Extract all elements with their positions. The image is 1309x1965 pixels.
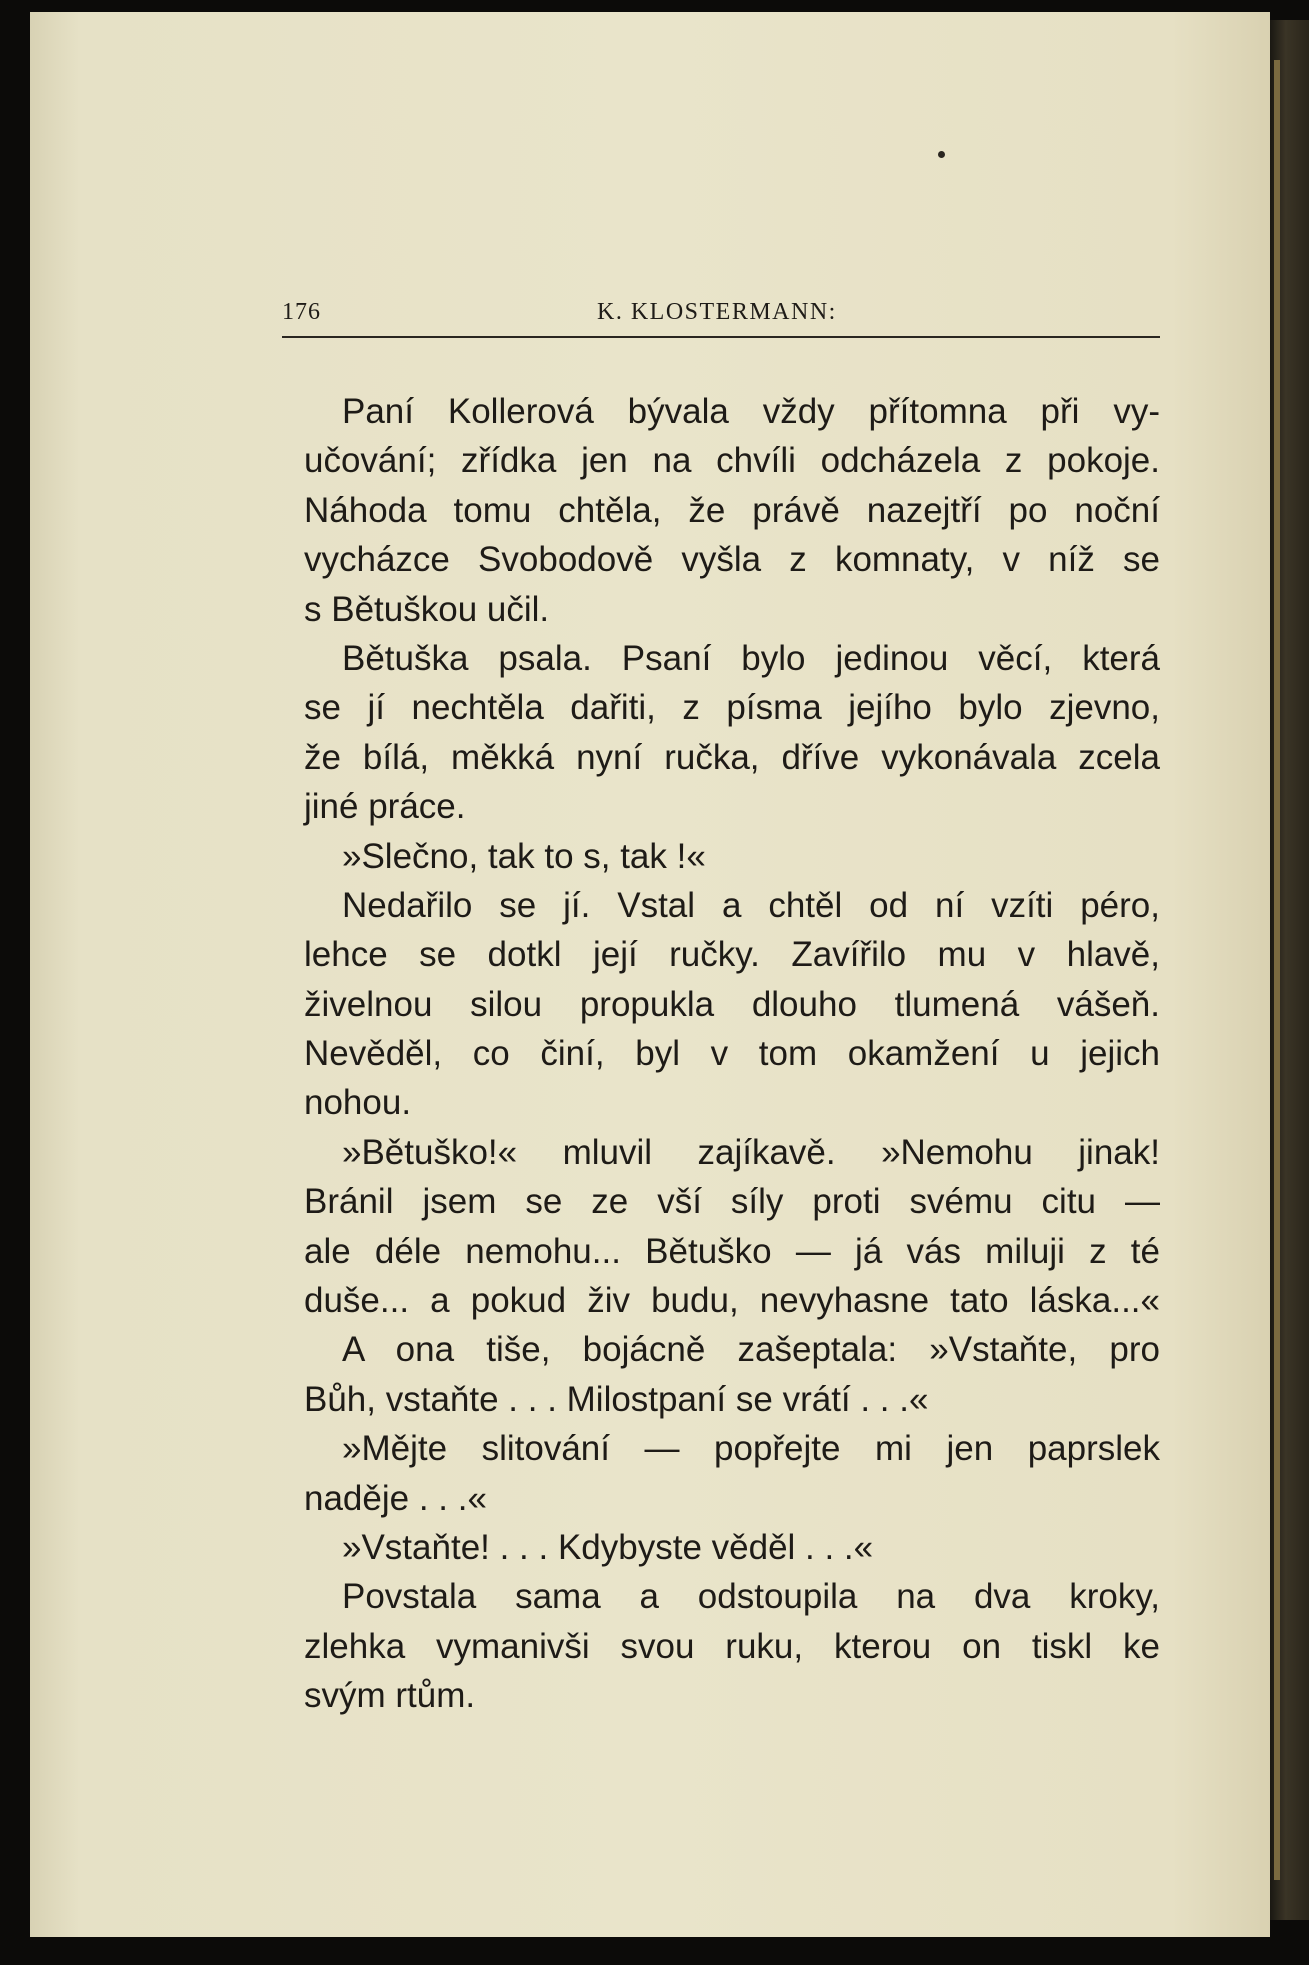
text-line: Povstala sama a odstoupila na dva kroky, [342,1577,1160,1617]
text-line: Náhoda tomu chtěla, že právě nazejtří po noční [304,490,1160,530]
text-line: naděje . . .« [304,1478,487,1518]
text-line: »Slečno, tak to s, tak !« [342,836,706,876]
text-line: »Mějte slitování — popřejte mi jen paprslek [342,1429,1160,1469]
text-line: »Vstaňte! . . . Kdybyste věděl . . .« [342,1527,874,1567]
text-line: svým rtům. [304,1676,476,1716]
text-line: A ona tiše, bojácně zašeptala: »Vstaňte, pro [342,1330,1160,1370]
page-header [282,293,1162,333]
text-line: se jí nechtěla dařiti, z písma jejího bylo zjevno, [304,688,1160,728]
text-line: že bílá, měkká nyní ručka, dříve vykonávala zcela [304,737,1160,777]
text-line: Nevěděl, co činí, byl v tom okamžení u jejich [304,1034,1160,1074]
text-line: živelnou silou propukla dlouho tlumená vášeň. [304,984,1160,1024]
text-line: Bůh, vstaňte . . . Milostpaní se vrátí . . .« [304,1379,929,1419]
text-line: vycházce Svobodově vyšla z komnaty, v níž se [304,540,1160,580]
text-line: duše... a pokud živ budu, nevyhasne tato láska...« [304,1281,1160,1321]
running-head: K. KLOSTERMANN: [597,299,837,325]
text-line: zlehka vymanivši svou ruku, kterou on tiskl ke [304,1626,1160,1666]
text-line: Bětuška psala. Psaní bylo jedinou věcí, která [342,638,1160,678]
text-line: Bránil jsem se ze vší síly proti svému citu — [304,1182,1160,1222]
binding-strip [1274,60,1280,1880]
text-line: »Bětuško!« mluvil zajíkavě. »Nemohu jinak! [342,1132,1160,1172]
text-line: Paní Kollerová bývala vždy přítomna při vy- [342,392,1160,431]
ink-speck [938,151,945,158]
text-line: nohou. [304,1083,412,1123]
page-number: 176 [282,299,321,325]
text-line: ale déle nemohu... Bětuško — já vás miluji z té [304,1231,1160,1271]
text-line: učování; zřídka jen na chvíli odcházela z pokoje. [304,441,1160,481]
page-edge [1270,20,1309,1920]
text-line: lehce se dotkl její ručky. Zavířilo mu v hlavě, [304,935,1160,975]
header-rule [282,336,1160,338]
text-line: s Bětuškou učil. [304,589,550,629]
text-line: jiné práce. [304,787,466,827]
body-text [304,387,1160,1721]
text-line: Nedařilo se jí. Vstal a chtěl od ní vzíti péro, [342,885,1160,925]
